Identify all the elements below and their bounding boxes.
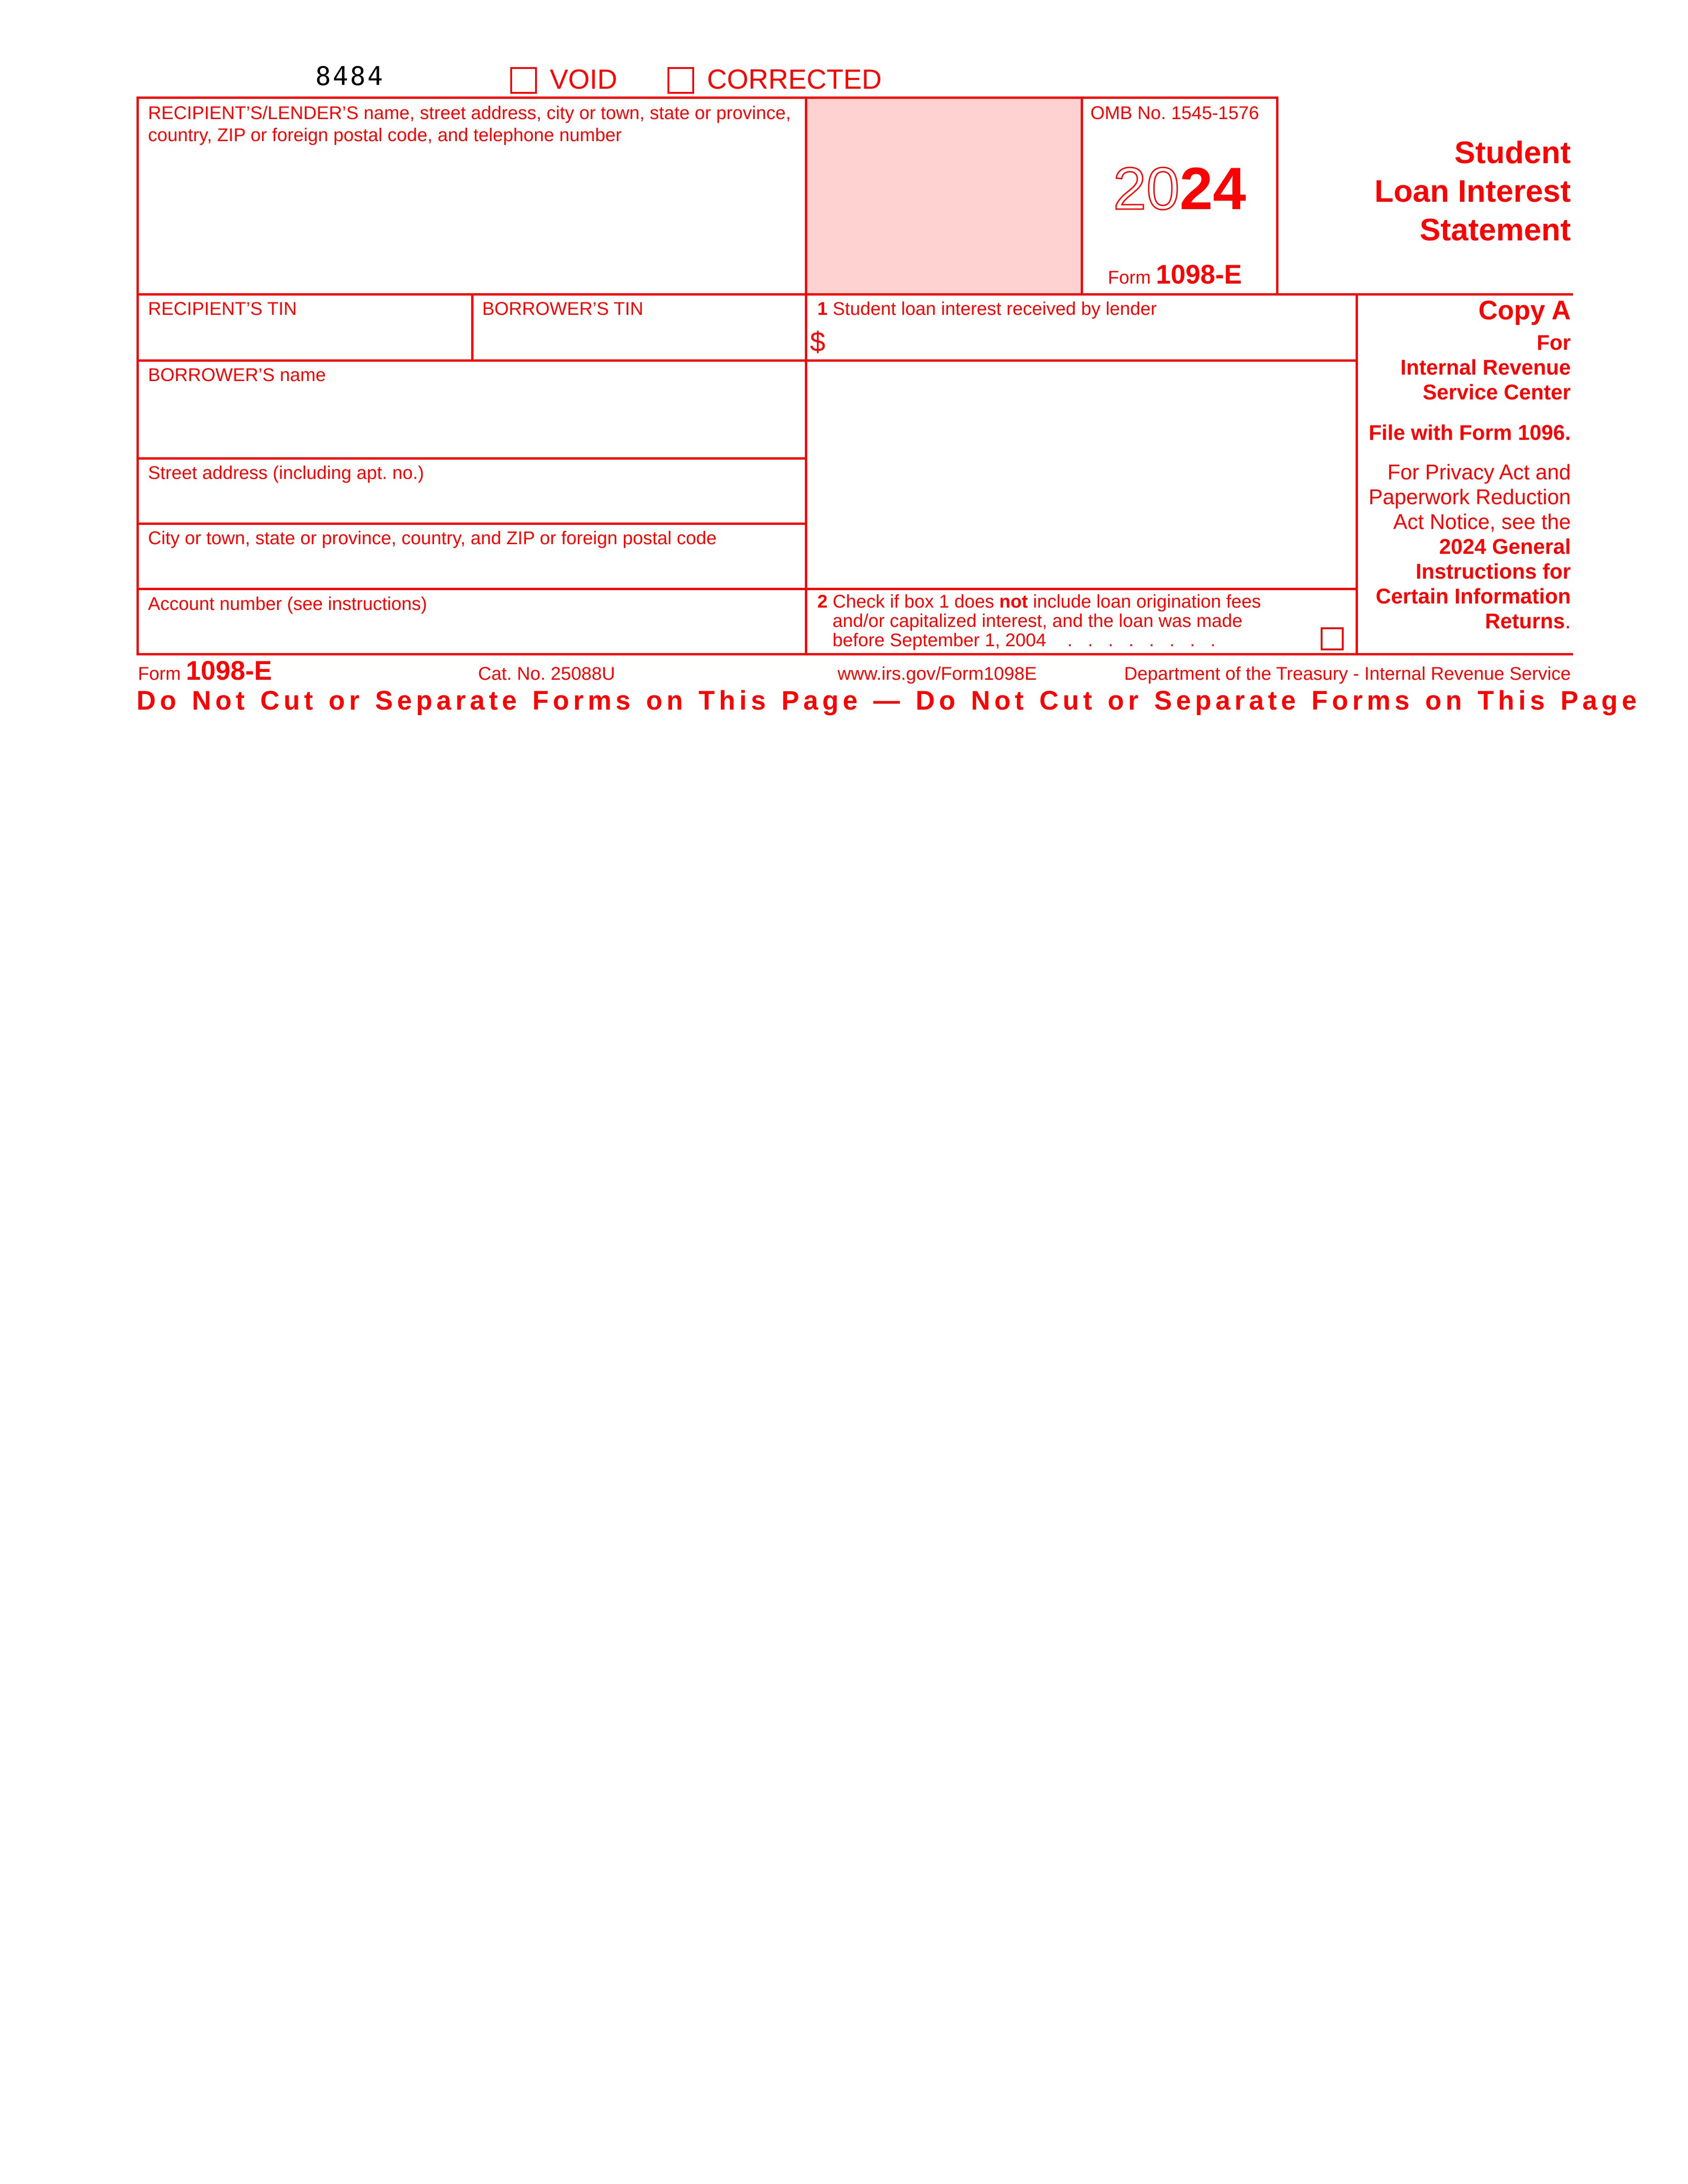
- box1-number: 1: [817, 299, 828, 319]
- row-divider-2: [137, 359, 1358, 362]
- shaded-box: [807, 99, 1081, 293]
- recipient-block-label: RECIPIENT’S/LENDER’S name, street address, city or town, state or province, country, ZIP or foreign postal code, and telephone number: [148, 103, 791, 145]
- account-number-input[interactable]: [139, 617, 805, 653]
- footer-form-number: 1098-E: [186, 656, 272, 686]
- copy-a-sidebar: [1355, 293, 1571, 633]
- row-divider-5: [137, 588, 1358, 590]
- treasury-department: Department of the Treasury - Internal Revenue Service: [1124, 664, 1571, 684]
- account-number-label: Account number (see instructions): [148, 594, 427, 614]
- box2-line-3-text: before September 1, 2004: [833, 630, 1046, 650]
- borrower-name-input[interactable]: [139, 388, 805, 457]
- corrected-checkbox[interactable]: [667, 67, 694, 94]
- tax-year-outline: 20: [1113, 155, 1180, 222]
- footer-form-id: [138, 656, 272, 688]
- box2-label: [817, 592, 1261, 650]
- privacy-bold-4: Returns: [1485, 609, 1565, 633]
- privacy-line-2: Paperwork Reduction: [1369, 485, 1571, 509]
- box2-checkbox[interactable]: [1321, 627, 1344, 650]
- box2-number: 2: [817, 592, 828, 612]
- borrower-tin-label: BORROWER’S TIN: [482, 299, 644, 319]
- title-line-3: Statement: [1420, 212, 1571, 247]
- box2-text-b: include loan origination fees: [1027, 592, 1261, 612]
- recipient-input-area[interactable]: [139, 152, 805, 292]
- void-checkbox[interactable]: [510, 67, 537, 94]
- recipient-tin-input[interactable]: [139, 322, 471, 359]
- privacy-bold-4-line: [1355, 609, 1571, 633]
- privacy-bold-1: 2024 General: [1439, 535, 1571, 558]
- privacy-bold-2: Instructions for: [1415, 559, 1571, 583]
- privacy-line-3: Act Notice, see the: [1393, 510, 1571, 534]
- omb-box-right-border: [1276, 97, 1278, 294]
- tax-year-solid: 24: [1180, 155, 1246, 222]
- copy-label: Copy A: [1478, 296, 1571, 325]
- row-divider-3: [137, 457, 806, 460]
- box2-line-1: [817, 592, 1261, 611]
- irs-line-1: Internal Revenue: [1400, 355, 1571, 379]
- recipient-tin-label: RECIPIENT’S TIN: [148, 299, 297, 319]
- void-label: VOID: [550, 64, 617, 95]
- privacy-line-1: For Privacy Act and: [1387, 460, 1571, 484]
- form-id-header: [1108, 260, 1242, 292]
- street-address-input[interactable]: [139, 486, 805, 523]
- corrected-label: CORRECTED: [707, 64, 882, 95]
- omb-number: OMB No. 1545-1576: [1090, 103, 1259, 123]
- city-input[interactable]: [139, 551, 805, 588]
- box1-amount-input[interactable]: [832, 324, 1352, 359]
- street-address-label: Street address (including apt. no.): [148, 463, 424, 483]
- do-not-cut-notice: Do Not Cut or Separate Forms on This Page — Do Not Cut or Separate Forms on This Page: [137, 686, 1641, 716]
- footer-form-prefix: Form: [138, 664, 181, 684]
- catalog-number: Cat. No. 25088U: [478, 664, 615, 684]
- irs-website: www.irs.gov/Form1098E: [838, 664, 1037, 684]
- box2-line-2: and/or capitalized interest, and the loan was made: [833, 611, 1243, 631]
- for-label: For: [1536, 330, 1571, 354]
- form-id: 1098-E: [1156, 260, 1242, 290]
- title-line-1: Student: [1454, 135, 1571, 170]
- box1-label: [817, 298, 1157, 320]
- file-with-label: File with Form 1096.: [1369, 421, 1571, 444]
- form-prefix: Form: [1108, 267, 1151, 288]
- form-scan-number: 8484: [315, 62, 385, 91]
- box2-line-3: [817, 631, 1261, 650]
- title-line-2: Loan Interest: [1374, 174, 1571, 209]
- tax-year: [1083, 154, 1276, 223]
- irs-line-2: Service Center: [1422, 380, 1571, 404]
- box2-text-bold: not: [999, 592, 1028, 612]
- borrower-tin-input[interactable]: [473, 322, 805, 359]
- privacy-bold-3: Certain Information: [1375, 584, 1571, 608]
- box1-text: Student loan interest received by lender: [833, 299, 1157, 319]
- privacy-period: .: [1565, 609, 1571, 633]
- box2-text-a: Check if box 1 does: [833, 592, 999, 612]
- box1-currency: $: [810, 326, 826, 357]
- city-label: City or town, state or province, country, and ZIP or foreign postal code: [148, 528, 717, 548]
- form-title: [1374, 133, 1571, 249]
- row-divider-4: [137, 523, 806, 525]
- borrower-name-label: BORROWER’S name: [148, 365, 326, 385]
- box2-leader-dots: . . . . . . . .: [1067, 630, 1216, 650]
- form-border-top: [137, 97, 1278, 99]
